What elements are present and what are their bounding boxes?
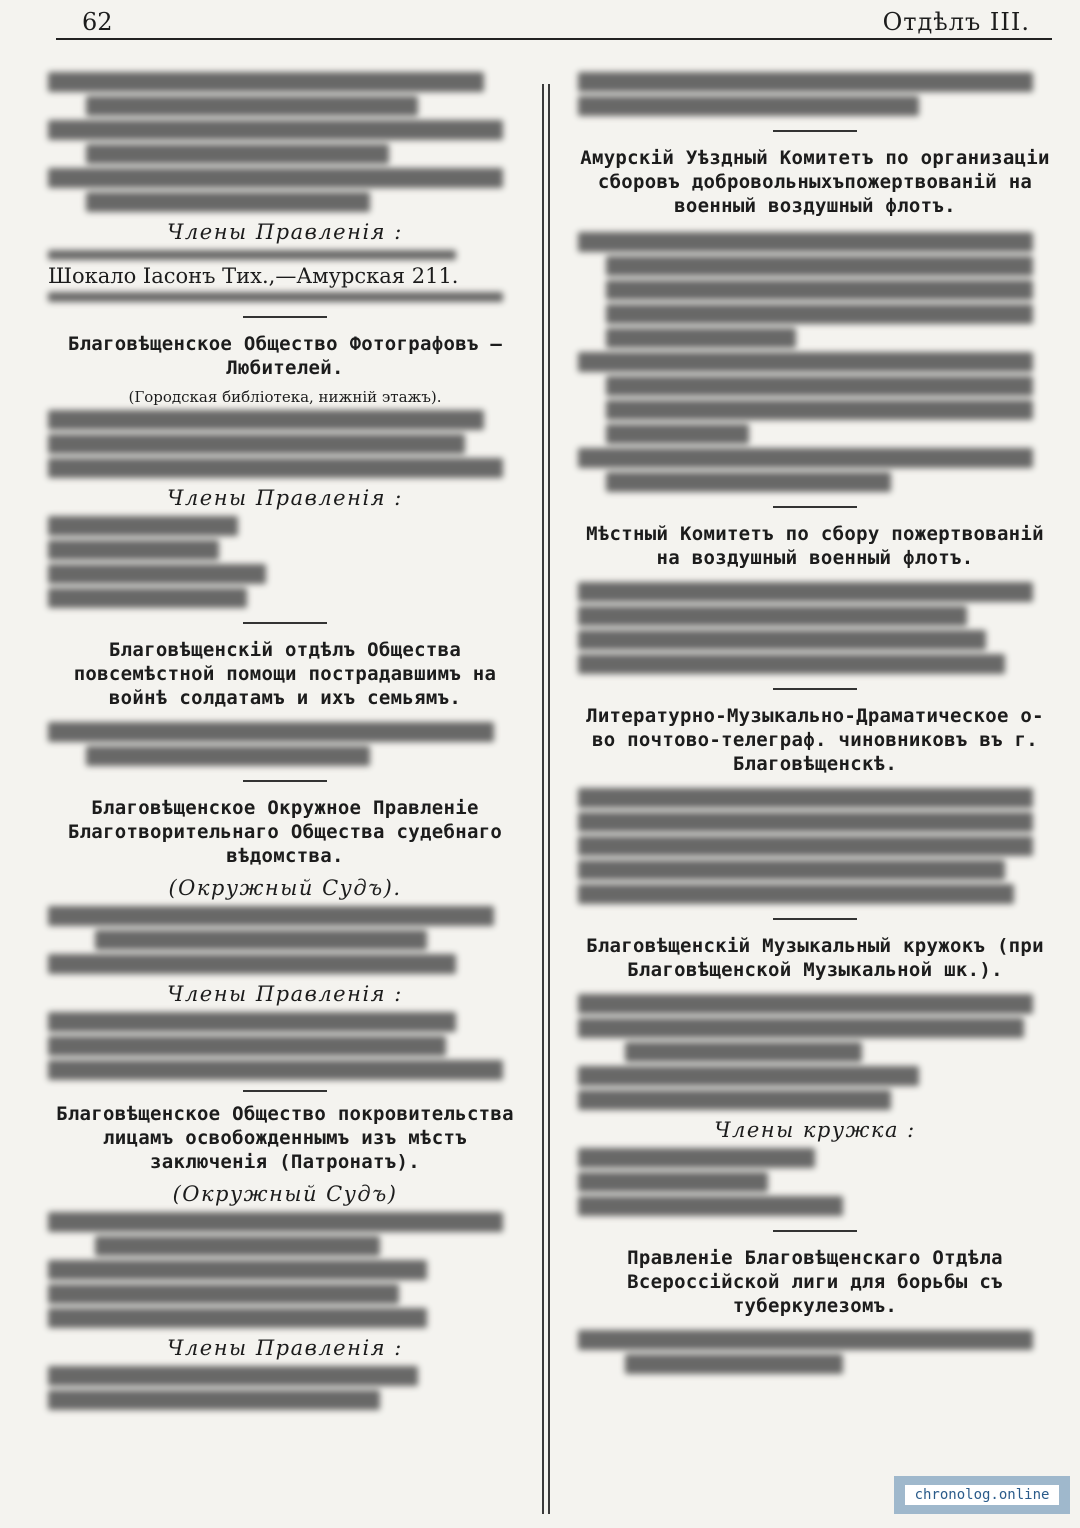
redacted-text <box>578 1330 1052 1374</box>
redacted-text <box>578 72 1052 116</box>
section-title: Правленіе Благовѣщенскаго Отдѣла Всероссійской лиги для борьбы съ туберкулезомъ. <box>627 1247 1003 1317</box>
section-note: (Городская библіотека, нижній этажъ). <box>128 388 442 406</box>
redacted-text <box>48 906 522 974</box>
section-title: Мѣстный Комитетъ по сбору пожертвованій на воздушный военный флотъ. <box>586 523 1044 569</box>
section-rule <box>773 506 857 508</box>
section-title: Литературно-Музыкально-Драматическое о-во почтово-телеграф. чиновниковъ въ г. Благовѣщенскѣ. <box>586 705 1044 775</box>
redacted-text <box>48 250 522 260</box>
redacted-text <box>578 1148 1052 1216</box>
section-rule <box>243 316 327 318</box>
column-divider <box>542 84 544 1514</box>
section-title: Благовѣщенскій Музыкальный кружокъ (при Благовѣщенской Музыкальной шк.). <box>586 935 1044 981</box>
members-heading: Члены Правленія : <box>167 982 403 1006</box>
header-rule <box>56 38 1052 40</box>
members-heading: Члены Правленія : <box>167 486 403 510</box>
section-rule <box>773 1230 857 1232</box>
members-heading: Члены Правленія : <box>167 220 403 244</box>
redacted-text <box>48 410 522 478</box>
redacted-text <box>48 1366 522 1410</box>
section-subtitle: (Окружный Судъ) <box>172 1182 398 1206</box>
column-divider <box>548 84 550 1514</box>
redacted-text <box>48 72 522 212</box>
redacted-text <box>578 582 1052 674</box>
redacted-text <box>48 722 522 766</box>
redacted-text <box>578 994 1052 1110</box>
watermark <box>894 1476 1070 1514</box>
section-title: Благовѣщенское Общество Фотографовъ —Любителей. <box>67 333 503 379</box>
members-heading: Члены Правленія : <box>167 1336 403 1360</box>
page-header <box>56 0 1050 40</box>
section-rule <box>243 622 327 624</box>
redacted-text <box>48 292 522 302</box>
section-rule <box>773 688 857 690</box>
members-heading: Члены кружка : <box>714 1118 916 1142</box>
section-rule <box>773 918 857 920</box>
redacted-text <box>578 788 1052 904</box>
redacted-text <box>48 1012 522 1080</box>
page-number: 62 <box>82 8 113 36</box>
redacted-text <box>578 232 1052 492</box>
redacted-text <box>48 516 522 608</box>
left-column <box>48 68 522 1414</box>
right-column <box>578 68 1052 1378</box>
section-title: Благовѣщенское Окружное Правленіе Благотворительнаго Общества судебнаго вѣдомства. <box>67 797 503 867</box>
section-title: Амурскій Уѣздный Комитетъ по организаціи сборовъ добровольныхъпожертвованій на военный воздушный флотъ. <box>580 147 1050 217</box>
member-entry: Шокало Іасонъ Тих.,—Амурская 211. <box>48 264 459 288</box>
redacted-text <box>48 1212 522 1328</box>
section-title: Благовѣщенскій отдѣлъ Общества повсемѣстной помощи пострадавшимъ на войнѣ солдатамъ и ихъ семьямъ. <box>73 639 497 709</box>
section-title: Благовѣщенское Общество покровительства лицамъ освобожденнымъ изъ мѣстъ заключенія (Патронатъ). <box>56 1103 514 1173</box>
section-rule <box>243 1090 327 1092</box>
section-label: Отдѣлъ III. <box>882 8 1030 36</box>
watermark-text: chronolog.online <box>905 1485 1060 1505</box>
section-rule <box>773 130 857 132</box>
section-subtitle: (Окружный Судъ). <box>168 876 402 900</box>
section-rule <box>243 780 327 782</box>
